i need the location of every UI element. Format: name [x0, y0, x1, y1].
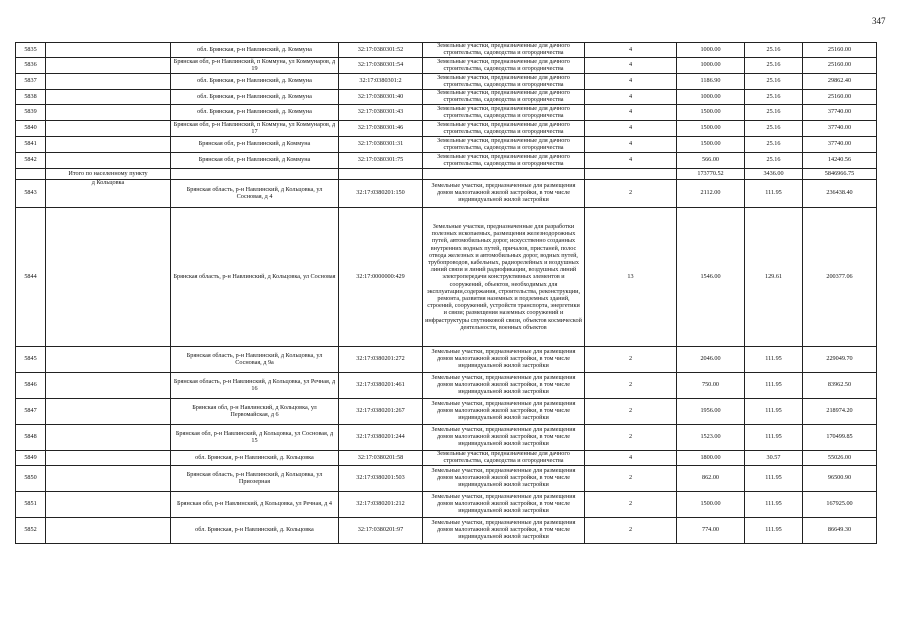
area-cell: 774.00 — [677, 518, 745, 544]
row-number: 5837 — [16, 74, 46, 90]
table-row — [16, 208, 877, 347]
cadastral-value-cell: 25160.00 — [803, 90, 877, 105]
cadastral-value-cell: 200377.06 — [803, 208, 877, 347]
locality-cell — [46, 466, 171, 492]
cadastral-value-cell: 14240.56 — [803, 153, 877, 169]
group-code-cell: 2 — [585, 180, 677, 208]
land-purpose-cell: Земельные участки, предназначенные для дачного строительства, садоводства и огородничества — [423, 137, 585, 153]
row-number: 5848 — [16, 425, 46, 451]
total-label: Итого по населенному пункту — [46, 169, 171, 180]
cadastral-number-cell: 32:17:0380301:54 — [339, 58, 423, 74]
specific-value-cell: 25.16 — [745, 43, 803, 58]
row-number: 5844 — [16, 208, 46, 347]
table-row — [16, 153, 877, 169]
group-code-cell: 4 — [585, 74, 677, 90]
area-cell: 1546.00 — [677, 208, 745, 347]
specific-value-cell: 111.95 — [745, 399, 803, 425]
row-number: 5850 — [16, 466, 46, 492]
cadastral-value-cell: 37740.00 — [803, 105, 877, 121]
cadastral-value-cell: 86649.30 — [803, 518, 877, 544]
cadastral-number-cell: 32:17:0380201:244 — [339, 425, 423, 451]
locality-cell — [46, 43, 171, 58]
table-row — [16, 347, 877, 373]
row-number: 5840 — [16, 121, 46, 137]
area-cell: 1500.00 — [677, 121, 745, 137]
locality-cell — [46, 518, 171, 544]
land-purpose-cell: Земельные участки, предназначенные для размещения домов малоэтажной жилой застройки, в том числе индивидуальной жилой застройки — [423, 518, 585, 544]
cadastral-value-cell: 29862.40 — [803, 74, 877, 90]
address-cell: Брянская область, р-н Навлинский, д Кольцовка, ул Сосновая, д 9а — [171, 347, 339, 373]
cadastral-number-cell: 32:17:0380301:2 — [339, 74, 423, 90]
locality-cell — [46, 58, 171, 74]
group-code-cell: 4 — [585, 121, 677, 137]
group-code-cell: 2 — [585, 466, 677, 492]
table-row — [16, 105, 877, 121]
group-code-cell: 2 — [585, 492, 677, 518]
land-purpose-cell: Земельные участки, предназначенные для дачного строительства, садоводства и огородничества — [423, 451, 585, 466]
cadastral-number-cell: 32:17:0380201:503 — [339, 466, 423, 492]
table-row — [16, 43, 877, 58]
table-row — [16, 399, 877, 425]
cadastral-value-cell: 218974.20 — [803, 399, 877, 425]
cadastral-number-cell: 32:17:0380201:150 — [339, 180, 423, 208]
locality-cell — [46, 90, 171, 105]
specific-value-cell: 25.16 — [745, 90, 803, 105]
cadastral-value-cell: 55026.00 — [803, 451, 877, 466]
group-code-cell: 4 — [585, 451, 677, 466]
cadastral-number-cell: 32:17:0380301:52 — [339, 43, 423, 58]
cadastral-value-table — [15, 42, 877, 544]
specific-value-cell: 111.95 — [745, 180, 803, 208]
row-number: 5836 — [16, 58, 46, 74]
row-number: 5839 — [16, 105, 46, 121]
total-row — [16, 169, 877, 180]
specific-value-cell: 30.57 — [745, 451, 803, 466]
cadastral-number-cell: 32:17:0380201:272 — [339, 347, 423, 373]
area-cell: 1000.00 — [677, 43, 745, 58]
specific-value-cell: 25.16 — [745, 58, 803, 74]
group-code-cell: 2 — [585, 518, 677, 544]
group-code-cell: 4 — [585, 153, 677, 169]
total-area: 173770.52 — [677, 169, 745, 180]
table-row — [16, 74, 877, 90]
address-cell: Брянская область, р-н Навлинский, д Кольцовка, ул Сосновая, д 4 — [171, 180, 339, 208]
group-code-cell: 2 — [585, 347, 677, 373]
row-number: 5838 — [16, 90, 46, 105]
locality-cell — [46, 492, 171, 518]
table-row — [16, 90, 877, 105]
specific-value-cell: 111.95 — [745, 466, 803, 492]
area-cell: 1000.00 — [677, 58, 745, 74]
total-value: 5846966.75 — [803, 169, 877, 180]
table-row — [16, 121, 877, 137]
cadastral-value-cell: 83962.50 — [803, 373, 877, 399]
locality-cell — [46, 425, 171, 451]
land-purpose-cell: Земельные участки, предназначенные для размещения домов малоэтажной жилой застройки, в том числе индивидуальной жилой застройки — [423, 399, 585, 425]
specific-value-cell: 25.16 — [745, 137, 803, 153]
specific-value-cell: 111.95 — [745, 347, 803, 373]
group-code-cell: 4 — [585, 90, 677, 105]
address-cell: Брянская область, р-н Навлинский, д Кольцовка, ул Приозерная — [171, 466, 339, 492]
land-purpose-cell: Земельные участки, предназначенные для дачного строительства, садоводства и огородничества — [423, 105, 585, 121]
total-rate: 3436.00 — [745, 169, 803, 180]
table-row — [16, 180, 877, 208]
table-row — [16, 451, 877, 466]
area-cell: 1186.90 — [677, 74, 745, 90]
address-cell: Брянская обл, р-н Навлинский, д Кольцовка, ул Сосновая, д 15 — [171, 425, 339, 451]
group-code-cell: 4 — [585, 58, 677, 74]
cadastral-value-cell: 96500.90 — [803, 466, 877, 492]
row-number: 5851 — [16, 492, 46, 518]
land-purpose-cell: Земельные участки, предназначенные для дачного строительства, садоводства и огородничества — [423, 58, 585, 74]
cadastral-number-cell: 32:17:0380201:97 — [339, 518, 423, 544]
table-row — [16, 518, 877, 544]
locality-cell — [46, 399, 171, 425]
land-purpose-cell: Земельные участки, предназначенные для размещения домов малоэтажной жилой застройки, в том числе индивидуальной жилой застройки — [423, 466, 585, 492]
land-purpose-cell: Земельные участки, предназначенные для дачного строительства, садоводства и огородничества — [423, 121, 585, 137]
locality-cell — [46, 137, 171, 153]
table-row — [16, 466, 877, 492]
cadastral-number-cell: 32:17:0380301:40 — [339, 90, 423, 105]
row-number: 5849 — [16, 451, 46, 466]
land-purpose-cell: Земельные участки, предназначенные для дачного строительства, садоводства и огородничества — [423, 74, 585, 90]
area-cell: 1523.00 — [677, 425, 745, 451]
page-number: 347 — [872, 16, 886, 26]
specific-value-cell: 111.95 — [745, 373, 803, 399]
cadastral-number-cell: 32:17:0380201:212 — [339, 492, 423, 518]
specific-value-cell: 111.95 — [745, 425, 803, 451]
area-cell: 2046.00 — [677, 347, 745, 373]
area-cell: 566.00 — [677, 153, 745, 169]
table-row — [16, 492, 877, 518]
address-cell: Брянская обл, р-н Навлинский, п Коммуна, ул Коммунаров, д 17 — [171, 121, 339, 137]
address-cell: Брянская обл, р-н Навлинский, д Кольцовка, ул Первомайская, д 6 — [171, 399, 339, 425]
cadastral-number-cell: 32:17:0380301:31 — [339, 137, 423, 153]
group-code-cell: 4 — [585, 105, 677, 121]
row-number: 5841 — [16, 137, 46, 153]
address-cell: обл. Брянская, р-н Навлинский, д. Коммуна — [171, 74, 339, 90]
specific-value-cell: 25.16 — [745, 153, 803, 169]
group-code-cell: 4 — [585, 43, 677, 58]
specific-value-cell: 25.16 — [745, 121, 803, 137]
group-code-cell: 4 — [585, 137, 677, 153]
land-purpose-cell: Земельные участки, предназначенные для разработки полезных ископаемых, размещения железнодорожных путей, автомобильных дорог, искусственно созданных внутренних водных путей, причалов, пристаней, полос отвода железных и автомобильных дорог, водных путей, трубопроводов, кабельных, радиорелейных и воздушных линий связи и линий радиофикации, воздушных линий электропередачи конструктивных элементов и сооружений, объектов, необходимых для эксплуатации,содержания, строительства, реконструкции, ремонта, развития наземных и подземных зданий, строений, сооружений, устройств транспорта, энергетики и связи; размещения наземных сооружений и инфраструктуры спутниковой связи, объектов космической деятельности, военных объектов — [423, 208, 585, 347]
land-purpose-cell: Земельные участки, предназначенные для дачного строительства, садоводства и огородничества — [423, 43, 585, 58]
cadastral-value-cell: 229049.70 — [803, 347, 877, 373]
land-purpose-cell: Земельные участки, предназначенные для дачного строительства, садоводства и огородничества — [423, 153, 585, 169]
land-purpose-cell: Земельные участки, предназначенные для размещения домов малоэтажной жилой застройки, в том числе индивидуальной жилой застройки — [423, 425, 585, 451]
land-purpose-cell: Земельные участки, предназначенные для дачного строительства, садоводства и огородничества — [423, 90, 585, 105]
cadastral-value-cell: 37740.00 — [803, 137, 877, 153]
specific-value-cell: 25.16 — [745, 105, 803, 121]
total-row-empty-addr — [171, 169, 339, 180]
total-row-empty-purpose — [423, 169, 585, 180]
row-number: 5843 — [16, 180, 46, 208]
cadastral-number-cell: 32:17:0380301:43 — [339, 105, 423, 121]
group-code-cell: 2 — [585, 373, 677, 399]
specific-value-cell: 129.61 — [745, 208, 803, 347]
table-body-total — [16, 169, 877, 180]
land-purpose-cell: Земельные участки, предназначенные для размещения домов малоэтажной жилой застройки, в том числе индивидуальной жилой застройки — [423, 347, 585, 373]
area-cell: 1500.00 — [677, 137, 745, 153]
cadastral-value-cell: 170499.85 — [803, 425, 877, 451]
address-cell: обл. Брянская, р-н Навлинский, д. Коммуна — [171, 105, 339, 121]
area-cell: 750.00 — [677, 373, 745, 399]
row-number: 5842 — [16, 153, 46, 169]
address-cell: обл. Брянская, р-н Навлинский, д. Кольцовка — [171, 451, 339, 466]
address-cell: обл. Брянская, р-н Навлинский, д. Кольцовка — [171, 518, 339, 544]
cadastral-number-cell: 32:17:0380301:75 — [339, 153, 423, 169]
table-body-top — [16, 43, 877, 169]
area-cell: 1800.00 — [677, 451, 745, 466]
cadastral-number-cell: 32:17:0380201:267 — [339, 399, 423, 425]
cadastral-value-cell: 37740.00 — [803, 121, 877, 137]
address-cell: обл. Брянская, р-н Навлинский, д. Коммуна — [171, 43, 339, 58]
address-cell: обл. Брянская, р-н Навлинский, д. Коммуна — [171, 90, 339, 105]
area-cell: 1500.00 — [677, 492, 745, 518]
row-number: 5846 — [16, 373, 46, 399]
address-cell: Брянская обл, р-н Навлинский, п Коммуна, ул Коммунаров, д 19 — [171, 58, 339, 74]
group-code-cell: 2 — [585, 399, 677, 425]
address-cell: Брянская обл, р-н Навлинский, д Кольцовка, ул Речная, д 4 — [171, 492, 339, 518]
area-cell: 1956.00 — [677, 399, 745, 425]
cadastral-value-cell: 25160.00 — [803, 43, 877, 58]
locality-cell — [46, 105, 171, 121]
cadastral-number-cell: 32:17:0380201:58 — [339, 451, 423, 466]
specific-value-cell: 111.95 — [745, 518, 803, 544]
locality-cell — [46, 451, 171, 466]
address-cell: Брянская обл, р-н Навлинский, д Коммуна — [171, 153, 339, 169]
locality-cell — [46, 373, 171, 399]
table-row — [16, 137, 877, 153]
locality-cell — [46, 121, 171, 137]
land-purpose-cell: Земельные участки, предназначенные для размещения домов малоэтажной жилой застройки, в том числе индивидуальной жилой застройки — [423, 373, 585, 399]
address-cell: Брянская область, р-н Навлинский, д Кольцовка, ул Сосновая — [171, 208, 339, 347]
specific-value-cell: 25.16 — [745, 74, 803, 90]
locality-cell — [46, 153, 171, 169]
table-row — [16, 425, 877, 451]
cadastral-number-cell: 32:17:0380301:46 — [339, 121, 423, 137]
row-number: 5845 — [16, 347, 46, 373]
group-code-cell: 13 — [585, 208, 677, 347]
area-cell: 1500.00 — [677, 105, 745, 121]
row-number: 5835 — [16, 43, 46, 58]
locality-name: д Кольцовка — [46, 180, 171, 208]
group-code-cell: 2 — [585, 425, 677, 451]
cadastral-number-cell: 32:17:0000000:429 — [339, 208, 423, 347]
address-cell: Брянская область, р-н Навлинский, д Кольцовка, ул Речная, д 16 — [171, 373, 339, 399]
row-number: 5847 — [16, 399, 46, 425]
table-body-bottom — [16, 180, 877, 544]
locality-cell — [46, 347, 171, 373]
locality-cell — [46, 74, 171, 90]
total-row-empty-group — [585, 169, 677, 180]
table-row — [16, 58, 877, 74]
cadastral-value-cell: 167925.00 — [803, 492, 877, 518]
land-purpose-cell: Земельные участки, предназначенные для размещения домов малоэтажной жилой застройки, в том числе индивидуальной жилой застройки — [423, 180, 585, 208]
address-cell: Брянская обл, р-н Навлинский, д Коммуна — [171, 137, 339, 153]
row-number: 5852 — [16, 518, 46, 544]
area-cell: 2112.00 — [677, 180, 745, 208]
locality-cell — [46, 208, 171, 347]
cadastral-number-cell: 32:17:0380201:461 — [339, 373, 423, 399]
area-cell: 1000.00 — [677, 90, 745, 105]
area-cell: 862.00 — [677, 466, 745, 492]
cadastral-value-cell: 236438.40 — [803, 180, 877, 208]
total-row-empty-cad — [339, 169, 423, 180]
specific-value-cell: 111.95 — [745, 492, 803, 518]
cadastral-value-cell: 25160.00 — [803, 58, 877, 74]
total-row-spacer — [16, 169, 46, 180]
land-purpose-cell: Земельные участки, предназначенные для размещения домов малоэтажной жилой застройки, в том числе индивидуальной жилой застройки — [423, 492, 585, 518]
table-row — [16, 373, 877, 399]
